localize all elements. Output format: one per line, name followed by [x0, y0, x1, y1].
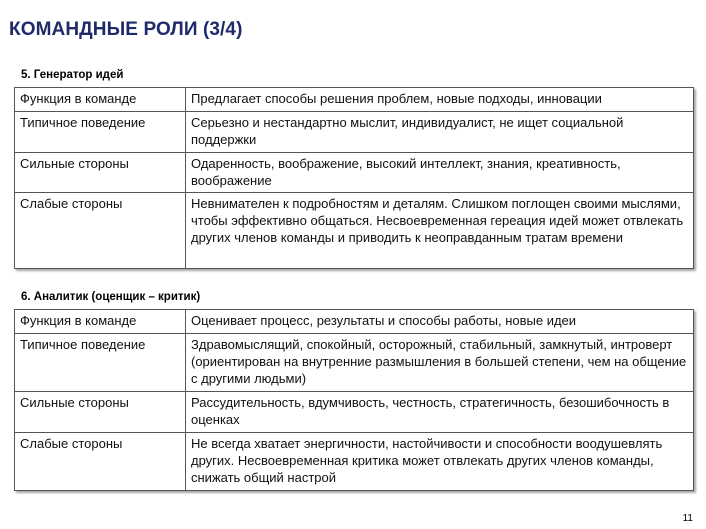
table-row — [15, 392, 694, 433]
row-text: Оценивает процесс, результаты и способы работы, новые идеи — [186, 310, 694, 334]
table-row — [15, 88, 694, 112]
row-label: Типичное поведение — [15, 334, 186, 392]
row-text: Серьезно и нестандартно мыслит, индивидуалист, не ищет социальной поддержки — [186, 112, 694, 153]
table-row — [15, 433, 694, 491]
table-row — [15, 153, 694, 193]
row-label: Сильные стороны — [15, 392, 186, 433]
row-label: Функция в команде — [15, 88, 186, 112]
row-text: Не всегда хватает энергичности, настойчивости и способности воодушевлять других. Несвоевременная критика может отвлекать других членов команды, снижать общий настрой — [186, 433, 694, 491]
row-label: Слабые стороны — [15, 193, 186, 269]
table-row — [15, 310, 694, 334]
table-row — [15, 334, 694, 392]
table-row — [15, 112, 694, 153]
row-label: Сильные стороны — [15, 153, 186, 193]
page-number: 11 — [682, 513, 693, 524]
row-text: Предлагает способы решения проблем, новые подходы, инновации — [186, 88, 694, 112]
row-label: Функция в команде — [15, 310, 186, 334]
role-table-analyst — [14, 309, 694, 491]
section-heading-idea-generator: 5. Генератор идей — [21, 69, 124, 81]
row-text: Невнимателен к подробностям и деталям. Слишком поглощен своими мыслями, чтобы эффективно общаться. Несвоевременная гереация идей может отвлекать других членов команды и приводить к неоправданным тратам времени — [186, 193, 694, 269]
page-title: КОМАНДНЫЕ РОЛИ (3/4) — [9, 19, 243, 40]
role-table-idea-generator — [14, 87, 694, 269]
table-row — [15, 193, 694, 269]
row-label: Типичное поведение — [15, 112, 186, 153]
row-label: Слабые стороны — [15, 433, 186, 491]
row-text: Рассудительность, вдумчивость, честность, стратегичность, безошибочность в оценках — [186, 392, 694, 433]
row-text: Одаренность, воображение, высокий интеллект, знания, креативность, воображение — [186, 153, 694, 193]
section-heading-analyst: 6. Аналитик (оценщик – критик) — [21, 291, 201, 303]
row-text: Здравомыслящий, спокойный, осторожный, стабильный, замкнутый, интроверт (ориентирован на внутренние размышления в большей степени, чем на общение с другими людьми) — [186, 334, 694, 392]
